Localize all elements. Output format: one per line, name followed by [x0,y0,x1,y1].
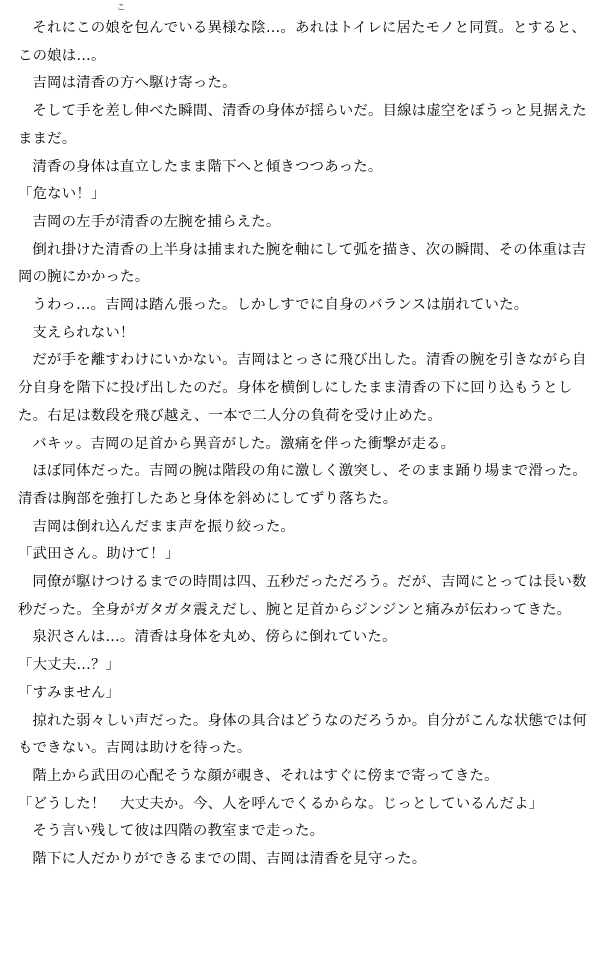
narration-paragraph: だが手を離すわけにいかない。吉岡はとっさに飛び出した。清香の腕を引きながら自分自身を階下に投げ出したのだ。身体を横倒しにしたまま清香の下に回り込もうとした。右足は数段を飛び越え、一本で二人分の負荷を受け止めた。 [18,352,587,424]
narration-paragraph: 倒れ掛けた清香の上半身は捕まれた腕を軸にして弧を描き、次の瞬間、その体重は吉岡の腕にかかった。 [18,241,587,286]
narration-paragraph: うわっ…。吉岡は踏ん張った。しかしすでに自身のバランスは崩れていた。 [32,297,529,314]
narration-paragraph: 階上から武田の心配そうな顔が覗き、それはすぐに傍まで寄ってきた。 [32,767,499,784]
narration-paragraph: 清香の身体は直立したまま階下へと傾きつつあった。 [32,158,383,175]
narration-paragraph: 支えられない！ [32,324,135,341]
ruby-annotation: こ [117,3,125,12]
narration-paragraph: 吉岡は清香の方へ駆け寄った。 [32,75,237,92]
dialog-line: 「武田さん。助けて！」 [18,546,180,563]
narration-paragraph: 泉沢さんは…。清香は身体を丸め、傍らに倒れていた。 [32,629,397,646]
dialog-line: 「危ない！」 [18,186,106,203]
dialog-line: 「どうした！ 大丈夫か。今、人を呼んでくるからな。じっとしているんだよ」 [18,795,544,812]
narration-paragraph: 吉岡の左手が清香の左腕を捕らえた。 [32,213,281,230]
document-body [18,15,609,874]
narration-paragraph: それにこの娘を包んでいる異様な陰…。あれはトイレに居たモノと同質。とすると、この娘は…。 [18,20,586,64]
narration-paragraph: ほぼ同体だった。吉岡の腕は階段の角に激しく激突し、そのまま踊り場まで滑った。清香は胸部を強打したあと身体を斜めにしてずり落ちた。 [18,463,587,507]
dialog-line: 「大丈夫…？」 [18,657,121,674]
narration-paragraph: そして手を差し伸べた瞬間、清香の身体が揺らいだ。目線は虚空をぼうっと見据えたままだ。 [18,103,587,147]
narration-paragraph: バキッ。吉岡の足首から異音がした。激痛を伴った衝撃が走る。 [32,435,456,452]
narration-paragraph: 同僚が駆けつけるまでの時間は四、五秒だっただろう。だが、吉岡にとっては長い数秒だった。全身がガタガタ震えだし、腕と足首からジンジンと痛みが伝わってきた。 [18,574,587,618]
narration-paragraph: 吉岡は倒れ込んだまま声を振り絞った。 [32,518,296,535]
narration-paragraph: 掠れた弱々しい声だった。身体の具合はどうなのだろうか。自分がこんな状態では何もできない。吉岡は助けを待った。 [18,712,587,757]
dialog-line: 「すみません」 [18,684,121,701]
narration-paragraph: 階下に人だかりができるまでの間、吉岡は清香を見守った。 [32,851,427,868]
narration-paragraph: そう言い残して彼は四階の教室まで走った。 [32,823,325,840]
